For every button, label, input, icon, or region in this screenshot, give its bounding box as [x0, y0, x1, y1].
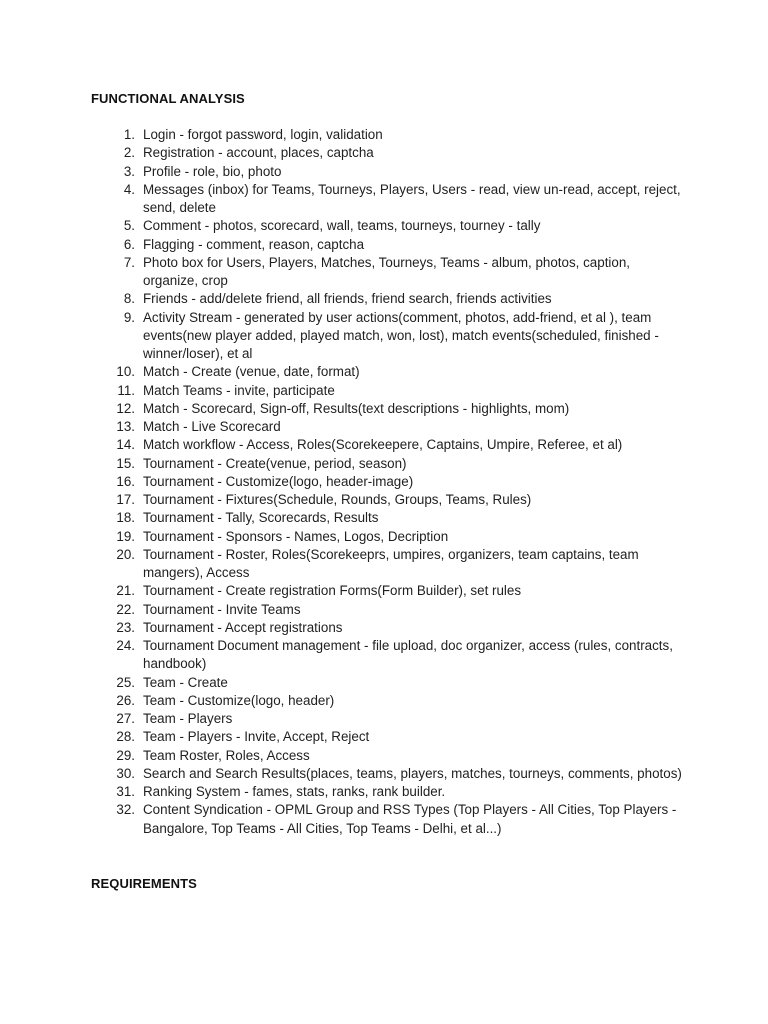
list-item — [91, 765, 691, 783]
list-item-text: Photo box for Users, Players, Matches, Tourneys, Teams - album, photos, caption, organize, crop — [143, 254, 631, 288]
list-item — [91, 710, 691, 728]
list-item-number: 22. — [116, 601, 135, 617]
list-item-number: 29. — [116, 747, 135, 763]
list-item-number: 19. — [116, 528, 135, 544]
functional-analysis-list — [91, 126, 691, 838]
list-item-number: 8. — [123, 291, 135, 307]
list-item-number: 11. — [117, 382, 135, 398]
list-item-number: 18. — [116, 510, 135, 526]
list-item-number: 7. — [123, 254, 135, 270]
list-item — [91, 601, 691, 619]
list-item-number: 30. — [116, 765, 135, 781]
list-item-number: 10. — [116, 364, 135, 380]
list-item-text: Tournament - Create registration Forms(Form Builder), set rules — [143, 583, 522, 599]
list-item-number: 5. — [123, 218, 135, 234]
list-item-number: 6. — [123, 236, 135, 252]
list-item-number: 1. — [123, 127, 135, 142]
list-item — [91, 436, 691, 454]
list-item — [91, 181, 691, 218]
list-item-text: Friends - add/delete friend, all friends, friend search, friends activities — [143, 291, 552, 307]
list-item-text: Messages (inbox) for Teams, Tourneys, Players, Users - read, view un-read, accept, reject, send, delete — [143, 181, 681, 215]
list-item-number: 27. — [116, 711, 135, 726]
list-item — [91, 473, 691, 491]
list-item-number: 24. — [116, 638, 135, 653]
list-item — [91, 801, 691, 838]
list-item-number: 26. — [116, 692, 135, 708]
list-item — [91, 747, 691, 765]
list-item-text: Login - forgot password, login, validation — [143, 127, 383, 142]
list-item-number: 31. — [116, 784, 135, 799]
list-item-text: Tournament - Create(venue, period, season) — [143, 455, 407, 471]
list-item-text: Team - Customize(logo, header) — [143, 692, 335, 708]
list-item — [91, 236, 691, 254]
list-item-text: Tournament - Roster, Roles(Scorekeeprs, umpires, organizers, team captains, team mangers), Access — [143, 546, 639, 580]
list-item-number: 25. — [116, 674, 135, 690]
list-item-number: 21. — [116, 583, 135, 599]
list-item-text: Ranking System - fames, stats, ranks, rank builder. — [143, 784, 446, 799]
list-item-text: Tournament - Fixtures(Schedule, Rounds, Groups, Teams, Rules) — [143, 492, 532, 507]
list-item-number: 23. — [116, 619, 135, 635]
list-item — [91, 528, 691, 546]
list-item — [91, 418, 691, 436]
list-item-number: 15. — [116, 455, 135, 471]
list-item-text: Tournament - Customize(logo, header-image) — [143, 473, 414, 489]
list-item-text: Tournament - Tally, Scorecards, Results — [143, 510, 379, 526]
list-item-text: Tournament - Invite Teams — [143, 601, 301, 617]
list-item — [91, 546, 691, 583]
list-item-text: Team - Create — [143, 674, 228, 690]
list-item-number: 32. — [116, 802, 135, 818]
list-item — [91, 491, 691, 509]
list-item-text: Profile - role, bio, photo — [143, 163, 282, 179]
list-item — [91, 363, 691, 381]
list-item-number: 13. — [116, 419, 135, 434]
list-item-number: 3. — [123, 163, 135, 179]
list-item-number: 28. — [116, 729, 135, 745]
list-item — [91, 582, 691, 600]
list-item-number: 20. — [116, 546, 135, 562]
list-item — [91, 163, 691, 181]
list-item-number: 4. — [123, 181, 135, 197]
list-item-number: 12. — [116, 400, 135, 416]
list-item — [91, 783, 691, 801]
list-item-text: Match - Scorecard, Sign-off, Results(text descriptions - highlights, mom) — [143, 400, 570, 416]
list-item-text: Team Roster, Roles, Access — [143, 747, 310, 763]
list-item-text: Team - Players - Invite, Accept, Reject — [143, 729, 370, 745]
list-item-text: Tournament - Accept registrations — [143, 619, 343, 635]
list-item — [91, 619, 691, 637]
list-item-number: 16. — [116, 473, 135, 489]
list-item-text: Search and Search Results(places, teams, players, matches, tourneys, comments, photos) — [143, 765, 682, 781]
list-item-text: Tournament Document management - file upload, doc organizer, access (rules, contracts, handbook) — [143, 638, 673, 672]
list-item — [91, 455, 691, 473]
list-item — [91, 290, 691, 308]
list-item-text: Tournament - Sponsors - Names, Logos, Decription — [143, 528, 449, 544]
list-item — [91, 217, 691, 235]
list-item — [91, 144, 691, 162]
list-item-text: Comment - photos, scorecard, wall, teams, tourneys, tourney - tally — [143, 218, 541, 234]
list-item-number: 17. — [116, 492, 135, 507]
list-item-text: Match Teams - invite, participate — [143, 382, 335, 398]
list-item-text: Activity Stream - generated by user actions(comment, photos, add-friend, et al ), team events(new player added, played match, won, lost), match events(scheduled, finished - winner/loser), et al — [143, 309, 659, 361]
list-item-text: Registration - account, places, captcha — [143, 145, 374, 161]
list-item — [91, 674, 691, 692]
list-item-text: Flagging - comment, reason, captcha — [143, 236, 365, 252]
list-item — [91, 309, 691, 364]
list-item — [91, 509, 691, 527]
list-item-text: Match workflow - Access, Roles(Scorekeepere, Captains, Umpire, Referee, et al) — [143, 437, 623, 453]
list-item — [91, 254, 691, 291]
list-item — [91, 692, 691, 710]
requirements-heading: REQUIREMENTS — [91, 876, 197, 891]
list-item-text: Match - Live Scorecard — [143, 419, 281, 434]
functional-analysis-heading: FUNCTIONAL ANALYSIS — [91, 91, 245, 106]
list-item — [91, 728, 691, 746]
list-item — [91, 400, 691, 418]
list-item-text: Content Syndication - OPML Group and RSS Types (Top Players - All Cities, Top Players - Bangalore, Top Teams - All Cities, Top Teams - Delhi, et al...) — [143, 802, 677, 836]
list-item — [91, 637, 691, 674]
list-item — [91, 126, 691, 144]
list-item-number: 9. — [123, 309, 135, 325]
list-item — [91, 382, 691, 400]
list-item-number: 14. — [116, 437, 135, 453]
list-item-text: Match - Create (venue, date, format) — [143, 364, 360, 380]
list-item-text: Team - Players — [143, 711, 233, 726]
list-item-number: 2. — [123, 145, 135, 161]
